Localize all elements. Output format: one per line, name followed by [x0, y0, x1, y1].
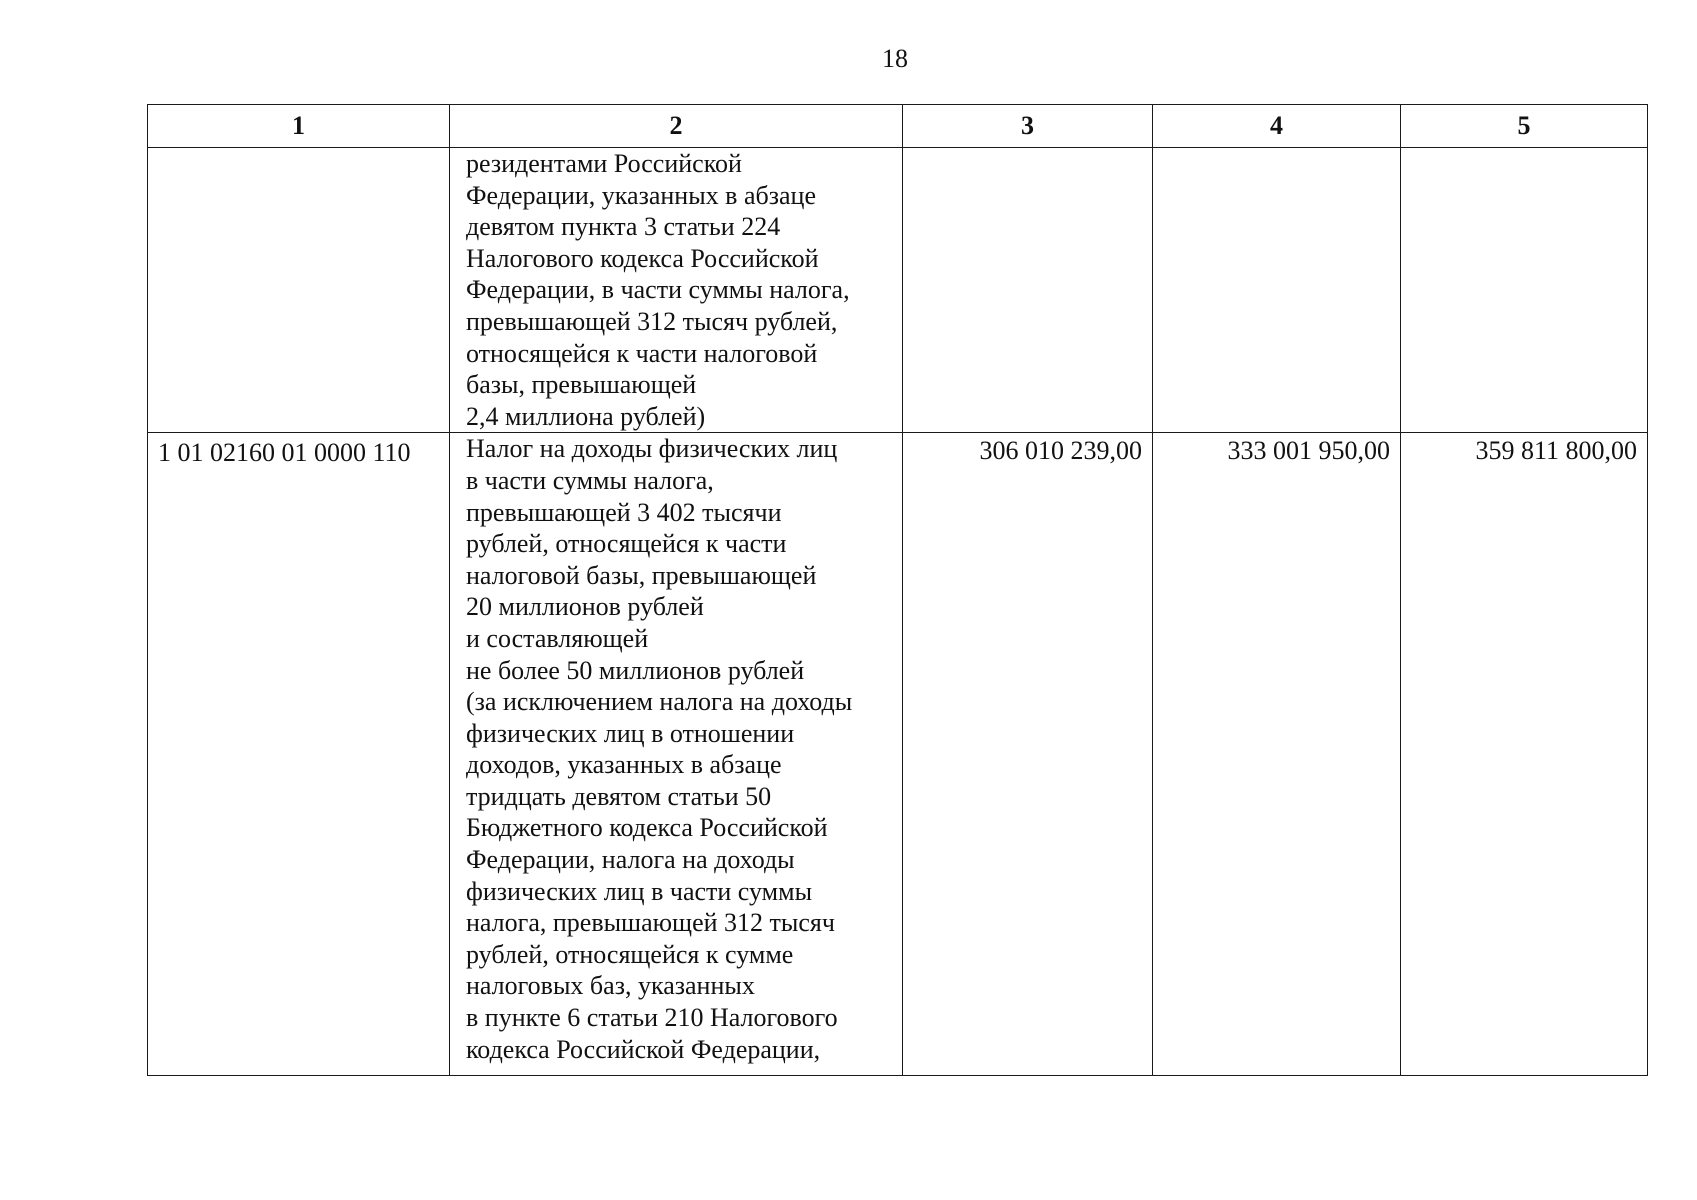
table-row [148, 433, 1648, 1076]
amount-col3 [903, 148, 1152, 150]
amount-cell-col5 [1401, 148, 1648, 433]
column-header-2: 2 [450, 105, 903, 148]
income-code [148, 148, 449, 152]
column-header-4: 4 [1153, 105, 1401, 148]
budget-table [147, 104, 1648, 1076]
table-row [148, 148, 1648, 433]
table-header-row [148, 105, 1648, 148]
code-cell [148, 433, 450, 1076]
column-header-3: 3 [903, 105, 1153, 148]
amount-cell-col3 [903, 148, 1153, 433]
amount-col5: 359 811 800,00 [1475, 436, 1637, 466]
income-description: резидентами Российской Федерации, указанных в абзаце девятом пункта 3 статьи 224 Налогового кодекса Российской Федерации, в части суммы налога, превышающей 312 тысяч рублей, относящейся к части налоговой базы, превышающей 2,4 миллиона рублей) [466, 149, 850, 431]
column-header-5: 5 [1401, 105, 1648, 148]
column-header-1: 1 [148, 105, 450, 148]
description-cell [450, 433, 903, 1076]
amount-cell-col3 [903, 433, 1153, 1076]
amount-col4 [1153, 148, 1400, 150]
amount-cell-col4 [1153, 148, 1401, 433]
page-number: 18 [882, 44, 908, 73]
description-cell [450, 148, 903, 433]
amount-col3: 306 010 239,00 [979, 436, 1142, 466]
code-cell [148, 148, 450, 433]
income-description: Налог на доходы физических лиц в части суммы налога, превышающей 3 402 тысячи рублей, относящейся к части налоговой базы, превышающей 20 миллионов рублей и составляющей не более 50 миллионов рублей (за исключением налога на доходы физических лиц в отношении доходов, указанных в абзаце тридцать девятом статьи 50 Бюджетного кодекса Российской Федерации, налога на доходы физических лиц в части суммы налога, превышающей 312 тысяч рублей, относящейся к сумме налоговых баз, указанных в пункте 6 статьи 210 Налогового кодекса Российской Федерации, [466, 434, 853, 1064]
amount-col4: 333 001 950,00 [1227, 436, 1390, 466]
amount-cell-col4 [1153, 433, 1401, 1076]
amount-col5 [1401, 148, 1647, 150]
income-code: 1 01 02160 01 0000 110 [158, 438, 411, 468]
amount-cell-col5 [1401, 433, 1648, 1076]
